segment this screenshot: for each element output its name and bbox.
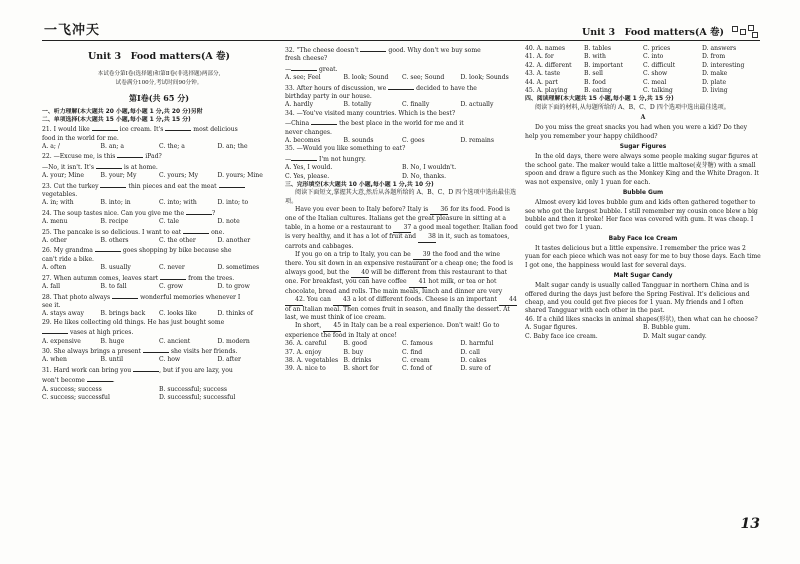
- paragraph-bubble-gum: Almost every kid loves bubble gum and kids often gathered together to see who got the largest bubble. I still remember my cousin once blew a big bubble and then it broke! Her face was covered with gum. It was cheap. I could get two for 1 yuan.: [525, 199, 758, 232]
- options-22[interactable]: A. your; Mine B. your; My C. yours; My D. yours; Mine: [42, 172, 263, 180]
- options-41[interactable]: 41. A. for B. with C. into D. from: [525, 53, 726, 61]
- part-heading: 第Ⅰ卷(共 65 分): [128, 92, 189, 103]
- options-23[interactable]: A. in; with B. into; in C. into; with D. into; to: [42, 199, 249, 207]
- options-25[interactable]: A. other B. others C. the other D. another: [42, 237, 251, 245]
- options-33[interactable]: A. hardly B. totally C. finally D. actually: [285, 101, 494, 109]
- section-reading: 四、阅读理解(本大题共 15 小题,每小题 1 分,共 15 分): [525, 96, 674, 103]
- options-38[interactable]: 38. A. vegetables B. drinks C. cream D. cakes: [285, 356, 487, 364]
- options-26[interactable]: A. often B. usually C. never D. sometimes: [42, 264, 260, 272]
- section-single-choice: 二、单项选择(本大题共 15 小题,每小题 1 分,共 15 分): [42, 117, 191, 124]
- options-37[interactable]: 37. A. enjoy B. buy C. find D. call: [285, 348, 480, 356]
- question-34: 34. —You've visited many countries. Which is the best? —China the best place in the world for me and it never changes. A. becomes B. sounds C. goes D. remains: [285, 110, 519, 146]
- paragraph-malt-sugar: Malt sugar candy is usually called Tangguar in northern China and is offered during the days just before the Spring Festival. It's delicious and cheap, and you could get five pieces for 1 yuan. My friends and I often shared Tangguar with each other in the past.: [525, 282, 750, 315]
- question-28: 28. That photo always wonderful memories whenever I see it. A. stays away B. brings back C. looks like D. thinks of: [42, 292, 276, 319]
- options-35-row2[interactable]: C. Yes, please. D. No, thanks.: [285, 172, 447, 180]
- corner-decoration-icon: [730, 23, 760, 39]
- question-24: 24. The soup tastes nice. Can you give me the ? A. menu B. recipe C. tale D. note: [42, 208, 276, 227]
- section-cloze-directions: 阅读下面短文,掌握其大意,然后从各题所给的 A、B、C、D 四个选项中选出最佳选项。: [285, 189, 517, 205]
- options-44[interactable]: 44. A. part B. food C. meal D. plate: [525, 78, 727, 86]
- options-28[interactable]: A. stays away B. brings back C. looks like D. thinks of: [42, 310, 253, 318]
- section-reading-directions: 阅读下面的材料,从每题所给的 A、B、C、D 四个选项中选出最佳选项。: [535, 103, 730, 111]
- question-21: 21. I would like ice cream. It's most delicious food in the world for me. A. a; / B. an; a C. the; a D. an; the: [42, 124, 276, 151]
- options-43[interactable]: 43. A. taste B. sell C. show D. make: [525, 70, 728, 78]
- options-40[interactable]: 40. A. names B. tables C. prices D. answers: [525, 45, 737, 52]
- question-25: 25. The pancake is so delicious. I want to eat one. A. other B. others C. the other D. another: [42, 227, 276, 246]
- passage-intro: Do you miss the great snacks you had when you were a kid? Do they help you remember your happy childhood?: [525, 124, 748, 140]
- options-31-row2[interactable]: C. success; successful D. successful; successful: [42, 393, 236, 401]
- question-31: 31. Hard work can bring you , but if you are lazy, you won't become . A. success; success B. successful; success C. success; successful D. successful; successful: [42, 365, 276, 403]
- heading-malt-sugar: Malt Sugar Candy: [613, 273, 673, 280]
- heading-bubble-gum: Bubble Gum: [622, 189, 664, 196]
- options-45[interactable]: 45. A. playing B. eating C. talking D. living: [525, 87, 728, 95]
- section-listening: 一、听力理解(本大题共 20 小题,每小题 1 分,共 20 分)另附: [42, 108, 203, 115]
- paper-title: Unit 3 Food matters(A 卷): [87, 51, 230, 62]
- paragraph-ice-cream: It tastes delicious but a little expensive. I remember the price was 2 yuan for each piece which was not easy for me to buy those days. Each time I got one, the happiness would last for several days.: [525, 244, 761, 269]
- options-21[interactable]: A. a; / B. an; a C. the; a D. an; the: [42, 143, 248, 151]
- column-left: [42, 45, 276, 402]
- options-35-row1[interactable]: A. Yes, I would. B. No, I wouldn't.: [285, 164, 457, 172]
- options-24[interactable]: A. menu B. recipe C. tale D. note: [42, 218, 240, 226]
- options-42[interactable]: 42. A. different B. important C. difficult D. interesting: [525, 61, 745, 69]
- brand-logo: 一飞冲天: [44, 23, 101, 38]
- passage-label: A: [640, 113, 646, 121]
- paragraph-sugar-figures: In the old days, there were always some people making sugar figures at the school gate. The maker would take a little maltose(麦芽糖) with a small spoon and draw a figure such as the Monkey King and the White Dragon. It was not expensive, only 1 yuan for each.: [525, 153, 759, 186]
- cloze-passage: Have you ever been to Italy before? Italy is 36 for its food. Food is one of the Italian cultures. Italians get the great pleasure in sitting at a table, in a home or a restaurant to 37 a good meal together. Italian food is very healthy, and it has a lot of fruit and 38 in it, such as tomatoes, carrots and cabbages. If you go on a trip to Italy, you can be 39 the food and the wine there. You sit down in an expensive restaurant or a cheap one; the food is always good, but the 40 will be different from this restaurant to that one. For breakfast, you can have coffee 41 hot milk, or tea or hot chocolate, bread and rolls. The main meals, lunch and dinner are very 42. You can 43 a lot of different foods. Cheese is an important 44 of an Italian meal. Then comes fruit in season, and finally the dessert. At last, we must think of ice cream. In short, 45 in Italy can be a real experience. Don't wait! Go to experience the food in Italy at once!: [285, 206, 518, 339]
- heading-ice-cream: Baby Face Ice Cream: [608, 235, 678, 242]
- question-30: 30. She always brings a present she visits her friends. A. when B. until C. how D. after: [42, 346, 276, 365]
- question-35: 35. —Would you like something to eat? — I'm not hungry. A. Yes, I would. B. No, I wouldn't. C. Yes, please. D. No, thanks.: [285, 145, 519, 181]
- question-23: 23. Cut the turkey thin pieces and eat the meat vegetables. A. in; with B. into; in C. into; with D. into; to: [42, 181, 276, 208]
- paper-note: 本试卷分第Ⅰ卷(选择题)和第Ⅱ卷(非选择题)两部分, 试卷满分100分,考试时间90分钟。: [97, 71, 221, 86]
- question-33: 33. After hours of discussion, we decided to have the birthday party in our house. A. hardly B. totally C. finally D. actually: [285, 83, 519, 110]
- column-right: [525, 45, 761, 341]
- options-27[interactable]: A. fall B. to fall C. grow D. to grow: [42, 283, 250, 291]
- question-29: 29. He likes collecting old things. He has just bought some vases at high prices. A. expensive B. huge C. ancient D. modern: [42, 319, 276, 346]
- question-46: 46. If a child likes snacks in animal shapes(形状), then what can he choose? A. Sugar figures. B. Bubble gum. C. Baby face ice cream. D. Malt sugar candy.: [525, 316, 761, 341]
- question-27: 27. When autumn comes, leaves start from the trees. A. fall B. to fall C. grow D. to grow: [42, 273, 276, 292]
- options-46-row2[interactable]: C. Baby face ice cream. D. Malt sugar candy.: [525, 332, 707, 340]
- options-30[interactable]: A. when B. until C. how D. after: [42, 356, 241, 364]
- page-header: [42, 21, 760, 41]
- options-29[interactable]: A. expensive B. huge C. ancient D. modern: [42, 337, 250, 345]
- options-36[interactable]: 36. A. careful B. good C. famous D. harmful: [285, 340, 494, 348]
- header-unit-title: Unit 3 Food matters(A 卷): [581, 27, 724, 38]
- section-cloze: 三、完形填空(本大题共 10 小题,每小题 1 分,共 10 分): [285, 182, 434, 189]
- page-number: 13: [740, 515, 760, 532]
- question-32: 32. "The cheese doesn't good. Why don't we buy some fresh cheese? — great. A. see; Feel B. look; Sound C. see; Sound D. look; Sounds: [285, 45, 519, 83]
- question-26: 26. My grandma goes shopping by bike because she can't ride a bike. A. often B. usually C. never D. sometimes: [42, 245, 276, 272]
- options-39[interactable]: 39. A. nice to B. short for C. fond of D. sure of: [285, 365, 491, 373]
- options-31-row1[interactable]: A. success; success B. successful; success: [42, 385, 227, 393]
- options-34[interactable]: A. becomes B. sounds C. goes D. remains: [285, 137, 494, 145]
- options-32[interactable]: A. see; Feel B. look; Sound C. see; Sound D. look; Sounds: [285, 74, 509, 82]
- options-46-row1[interactable]: A. Sugar figures. B. Bubble gum.: [525, 324, 691, 332]
- heading-sugar-figures: Sugar Figures: [619, 144, 667, 151]
- question-22: 22. —Excuse me, is this iPad? —No, it isn't. It's is at home. A. your; Mine B. your; My C. yours; My D. yours; Mine: [42, 151, 276, 180]
- column-middle: [285, 45, 519, 374]
